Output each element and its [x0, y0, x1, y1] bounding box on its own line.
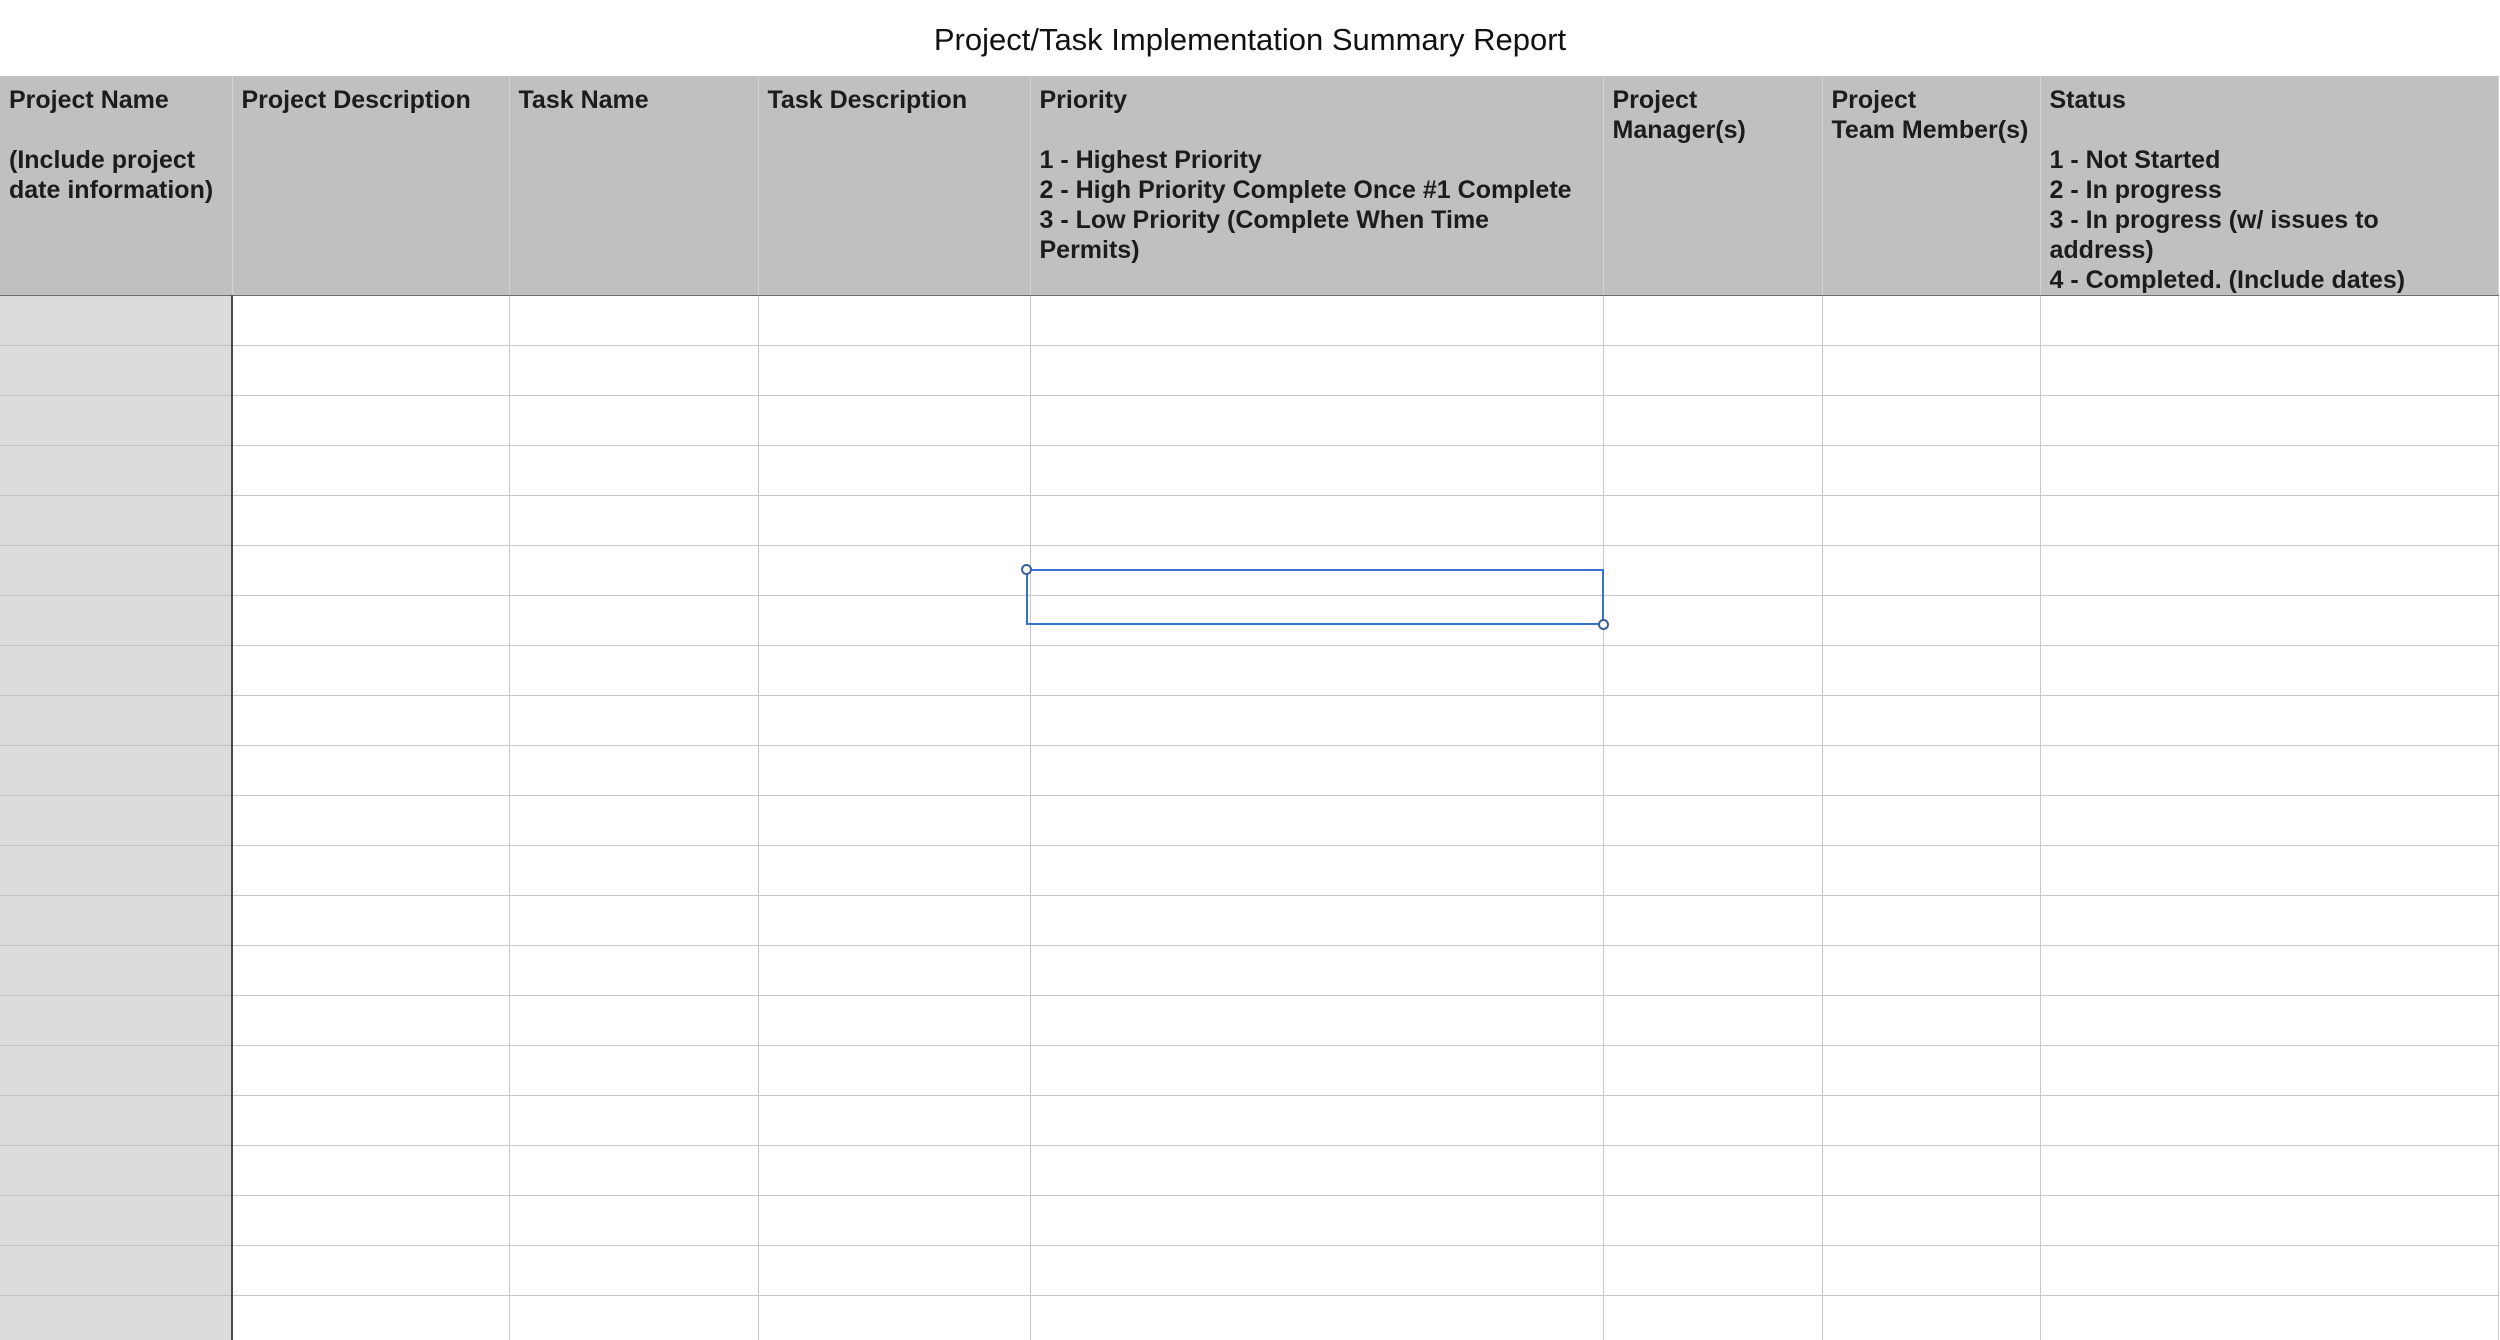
cell-project-name[interactable] [0, 396, 232, 446]
table-row [0, 946, 2498, 996]
cell-task-name[interactable] [509, 1246, 758, 1296]
table-row [0, 1096, 2498, 1146]
cell-project-team-members[interactable] [1822, 896, 2040, 946]
cell-task-description[interactable] [758, 1096, 1030, 1146]
cell-task-description[interactable] [758, 646, 1030, 696]
cell-status[interactable] [2040, 546, 2498, 596]
cell-task-description[interactable] [758, 496, 1030, 546]
cell-project-managers[interactable] [1603, 1246, 1822, 1296]
cell-project-managers[interactable] [1603, 1196, 1822, 1246]
cell-task-name[interactable] [509, 846, 758, 896]
cell-project-name[interactable] [0, 1196, 232, 1246]
header-project-managers[interactable]: Project Manager(s) [1603, 76, 1822, 296]
report-title[interactable]: Project/Task Implementation Summary Report [933, 22, 1567, 57]
table-row [0, 446, 2498, 496]
cell-task-description[interactable] [758, 346, 1030, 396]
cell-task-name[interactable] [509, 1146, 758, 1196]
cell-project-name[interactable] [0, 1246, 232, 1296]
cell-task-description[interactable] [758, 696, 1030, 746]
cell-task-name[interactable] [509, 696, 758, 746]
cell-project-description[interactable] [232, 646, 509, 696]
cell-task-name[interactable] [509, 896, 758, 946]
cell-project-managers[interactable] [1603, 846, 1822, 896]
cell-task-name[interactable] [509, 296, 758, 346]
cell-project-name[interactable] [0, 946, 232, 996]
cell-project-managers[interactable] [1603, 646, 1822, 696]
table-row [0, 1296, 2498, 1340]
cell-status[interactable] [2040, 946, 2498, 996]
table-row [0, 696, 2498, 746]
cell-project-name[interactable] [0, 596, 232, 646]
cell-status[interactable] [2040, 1046, 2498, 1096]
cell-project-description[interactable] [232, 1096, 509, 1146]
cell-task-description[interactable] [758, 796, 1030, 846]
cell-project-description[interactable] [232, 1196, 509, 1246]
cell-project-team-members[interactable] [1822, 396, 2040, 446]
cell-project-managers[interactable] [1603, 996, 1822, 1046]
header-task-name[interactable]: Task Name [509, 76, 758, 296]
cell-priority[interactable] [1030, 796, 1603, 846]
cell-status[interactable] [2040, 796, 2498, 846]
cell-project-name[interactable] [0, 1296, 232, 1340]
header-project-name[interactable]: Project Name (Include project date information) [0, 76, 232, 296]
cell-project-name[interactable] [0, 496, 232, 546]
cell-project-name[interactable] [0, 696, 232, 746]
cell-project-team-members[interactable] [1822, 696, 2040, 746]
cell-project-description[interactable] [232, 1046, 509, 1096]
cell-status[interactable] [2040, 446, 2498, 496]
cell-priority[interactable] [1030, 746, 1603, 796]
cell-status[interactable] [2040, 1146, 2498, 1196]
cell-priority[interactable] [1030, 396, 1603, 446]
cell-project-managers[interactable] [1603, 896, 1822, 946]
cell-task-name[interactable] [509, 396, 758, 446]
cell-project-managers[interactable] [1603, 696, 1822, 746]
selection-handle-bottom-right[interactable] [1598, 619, 1609, 630]
cell-project-managers[interactable] [1603, 496, 1822, 546]
cell-priority[interactable] [1030, 1246, 1603, 1296]
cell-project-description[interactable] [232, 796, 509, 846]
cell-task-name[interactable] [509, 796, 758, 846]
cell-task-description[interactable] [758, 846, 1030, 896]
cell-task-name[interactable] [509, 746, 758, 796]
cell-project-managers[interactable] [1603, 546, 1822, 596]
cell-task-description[interactable] [758, 1046, 1030, 1096]
cell-project-team-members[interactable] [1822, 996, 2040, 1046]
cell-priority[interactable] [1030, 846, 1603, 896]
cell-project-description[interactable] [232, 596, 509, 646]
cell-task-name[interactable] [509, 1296, 758, 1340]
table-row [0, 746, 2498, 796]
table-row [0, 1046, 2498, 1096]
cell-project-name[interactable] [0, 796, 232, 846]
selected-cell-outline[interactable] [1026, 569, 1604, 625]
cell-project-managers[interactable] [1603, 1146, 1822, 1196]
cell-task-name[interactable] [509, 1046, 758, 1096]
cell-status[interactable] [2040, 346, 2498, 396]
header-project-team-members[interactable]: Project Team Member(s) [1822, 76, 2040, 296]
cell-status[interactable] [2040, 1296, 2498, 1340]
cell-project-description[interactable] [232, 846, 509, 896]
header-row [0, 76, 2498, 296]
table-row [0, 396, 2498, 446]
cell-project-name[interactable] [0, 1046, 232, 1096]
cell-project-description[interactable] [232, 296, 509, 346]
selection-handle-top-left[interactable] [1021, 564, 1032, 575]
cell-project-description[interactable] [232, 746, 509, 796]
cell-project-managers[interactable] [1603, 1296, 1822, 1340]
cell-task-name[interactable] [509, 346, 758, 396]
cell-project-name[interactable] [0, 1096, 232, 1146]
cell-task-description[interactable] [758, 1146, 1030, 1196]
cell-project-managers[interactable] [1603, 296, 1822, 346]
cell-status[interactable] [2040, 396, 2498, 446]
cell-status[interactable] [2040, 1246, 2498, 1296]
cell-project-team-members[interactable] [1822, 596, 2040, 646]
cell-task-name[interactable] [509, 646, 758, 696]
cell-status[interactable] [2040, 896, 2498, 946]
cell-task-name[interactable] [509, 446, 758, 496]
cell-priority[interactable] [1030, 1046, 1603, 1096]
cell-task-description[interactable] [758, 746, 1030, 796]
cell-task-name[interactable] [509, 1096, 758, 1146]
header-task-description[interactable]: Task Description [758, 76, 1030, 296]
cell-project-description[interactable] [232, 546, 509, 596]
cell-project-name[interactable] [0, 296, 232, 346]
table-row [0, 846, 2498, 896]
cell-project-name[interactable] [0, 546, 232, 596]
cell-task-name[interactable] [509, 946, 758, 996]
cell-project-team-members[interactable] [1822, 846, 2040, 896]
cell-project-team-members[interactable] [1822, 646, 2040, 696]
cell-project-description[interactable] [232, 496, 509, 546]
table-body [0, 296, 2498, 1340]
table-row [0, 346, 2498, 396]
cell-status[interactable] [2040, 296, 2498, 346]
cell-project-team-members[interactable] [1822, 296, 2040, 346]
cell-project-team-members[interactable] [1822, 496, 2040, 546]
cell-project-managers[interactable] [1603, 596, 1822, 646]
cell-status[interactable] [2040, 996, 2498, 1046]
cell-project-name[interactable] [0, 1146, 232, 1196]
cell-task-description[interactable] [758, 1246, 1030, 1296]
cell-priority[interactable] [1030, 1196, 1603, 1246]
cell-project-team-members[interactable] [1822, 1246, 2040, 1296]
cell-task-description[interactable] [758, 1196, 1030, 1246]
cell-project-name[interactable] [0, 446, 232, 496]
cell-task-description[interactable] [758, 946, 1030, 996]
cell-project-description[interactable] [232, 346, 509, 396]
cell-priority[interactable] [1030, 296, 1603, 346]
table-row [0, 996, 2498, 1046]
cell-task-description[interactable] [758, 446, 1030, 496]
cell-priority[interactable] [1030, 1096, 1603, 1146]
cell-project-managers[interactable] [1603, 446, 1822, 496]
cell-task-description[interactable] [758, 396, 1030, 446]
header-priority[interactable]: Priority 1 - Highest Priority 2 - High Priority Complete Once #1 Complete 3 - Low Priority (Complete When Time Permits) [1030, 76, 1603, 296]
cell-project-team-members[interactable] [1822, 546, 2040, 596]
cell-priority[interactable] [1030, 446, 1603, 496]
cell-task-description[interactable] [758, 1296, 1030, 1340]
cell-project-team-members[interactable] [1822, 1296, 2040, 1340]
cell-status[interactable] [2040, 696, 2498, 746]
cell-project-team-members[interactable] [1822, 946, 2040, 996]
cell-project-managers[interactable] [1603, 796, 1822, 846]
cell-project-name[interactable] [0, 846, 232, 896]
cell-task-name[interactable] [509, 1196, 758, 1246]
header-project-description[interactable]: Project Description [232, 76, 509, 296]
cell-priority[interactable] [1030, 696, 1603, 746]
cell-project-team-members[interactable] [1822, 1146, 2040, 1196]
cell-task-name[interactable] [509, 546, 758, 596]
table-row [0, 1196, 2498, 1246]
cell-project-description[interactable] [232, 896, 509, 946]
cell-project-description[interactable] [232, 1146, 509, 1196]
cell-status[interactable] [2040, 496, 2498, 546]
cell-project-name[interactable] [0, 346, 232, 396]
cell-project-managers[interactable] [1603, 1046, 1822, 1096]
cell-project-team-members[interactable] [1822, 446, 2040, 496]
cell-project-managers[interactable] [1603, 946, 1822, 996]
cell-project-name[interactable] [0, 646, 232, 696]
cell-task-name[interactable] [509, 496, 758, 546]
cell-project-managers[interactable] [1603, 346, 1822, 396]
table-row [0, 1146, 2498, 1196]
cell-task-name[interactable] [509, 996, 758, 1046]
cell-task-description[interactable] [758, 596, 1030, 646]
cell-priority[interactable] [1030, 946, 1603, 996]
cell-project-name[interactable] [0, 896, 232, 946]
cell-status[interactable] [2040, 1196, 2498, 1246]
cell-status[interactable] [2040, 746, 2498, 796]
cell-task-name[interactable] [509, 596, 758, 646]
cell-priority[interactable] [1030, 496, 1603, 546]
cell-project-team-members[interactable] [1822, 1046, 2040, 1096]
cell-project-managers[interactable] [1603, 396, 1822, 446]
cell-priority[interactable] [1030, 646, 1603, 696]
table-row [0, 796, 2498, 846]
table-row [0, 296, 2498, 346]
cell-project-managers[interactable] [1603, 746, 1822, 796]
cell-project-description[interactable] [232, 396, 509, 446]
table-row [0, 1246, 2498, 1296]
cell-status[interactable] [2040, 646, 2498, 696]
cell-priority[interactable] [1030, 896, 1603, 946]
cell-project-description[interactable] [232, 996, 509, 1046]
cell-project-team-members[interactable] [1822, 746, 2040, 796]
cell-status[interactable] [2040, 1096, 2498, 1146]
cell-project-description[interactable] [232, 446, 509, 496]
cell-project-team-members[interactable] [1822, 346, 2040, 396]
cell-task-description[interactable] [758, 296, 1030, 346]
table-row [0, 646, 2498, 696]
table-row [0, 896, 2498, 946]
cell-project-description[interactable] [232, 696, 509, 746]
cell-project-team-members[interactable] [1822, 1096, 2040, 1146]
cell-priority[interactable] [1030, 346, 1603, 396]
cell-project-name[interactable] [0, 996, 232, 1046]
cell-project-description[interactable] [232, 1296, 509, 1340]
cell-project-name[interactable] [0, 746, 232, 796]
cell-task-description[interactable] [758, 896, 1030, 946]
cell-status[interactable] [2040, 846, 2498, 896]
report-table [0, 76, 2499, 1340]
cell-priority[interactable] [1030, 1146, 1603, 1196]
cell-priority[interactable] [1030, 996, 1603, 1046]
cell-project-team-members[interactable] [1822, 1196, 2040, 1246]
cell-project-managers[interactable] [1603, 1096, 1822, 1146]
cell-project-description[interactable] [232, 1246, 509, 1296]
cell-project-team-members[interactable] [1822, 796, 2040, 846]
cell-task-description[interactable] [758, 546, 1030, 596]
header-status[interactable]: Status 1 - Not Started 2 - In progress 3 - In progress (w/ issues to address) 4 - Completed. (Include dates) [2040, 76, 2498, 296]
cell-task-description[interactable] [758, 996, 1030, 1046]
cell-project-description[interactable] [232, 946, 509, 996]
cell-priority[interactable] [1030, 1296, 1603, 1340]
cell-status[interactable] [2040, 596, 2498, 646]
table-row [0, 496, 2498, 546]
